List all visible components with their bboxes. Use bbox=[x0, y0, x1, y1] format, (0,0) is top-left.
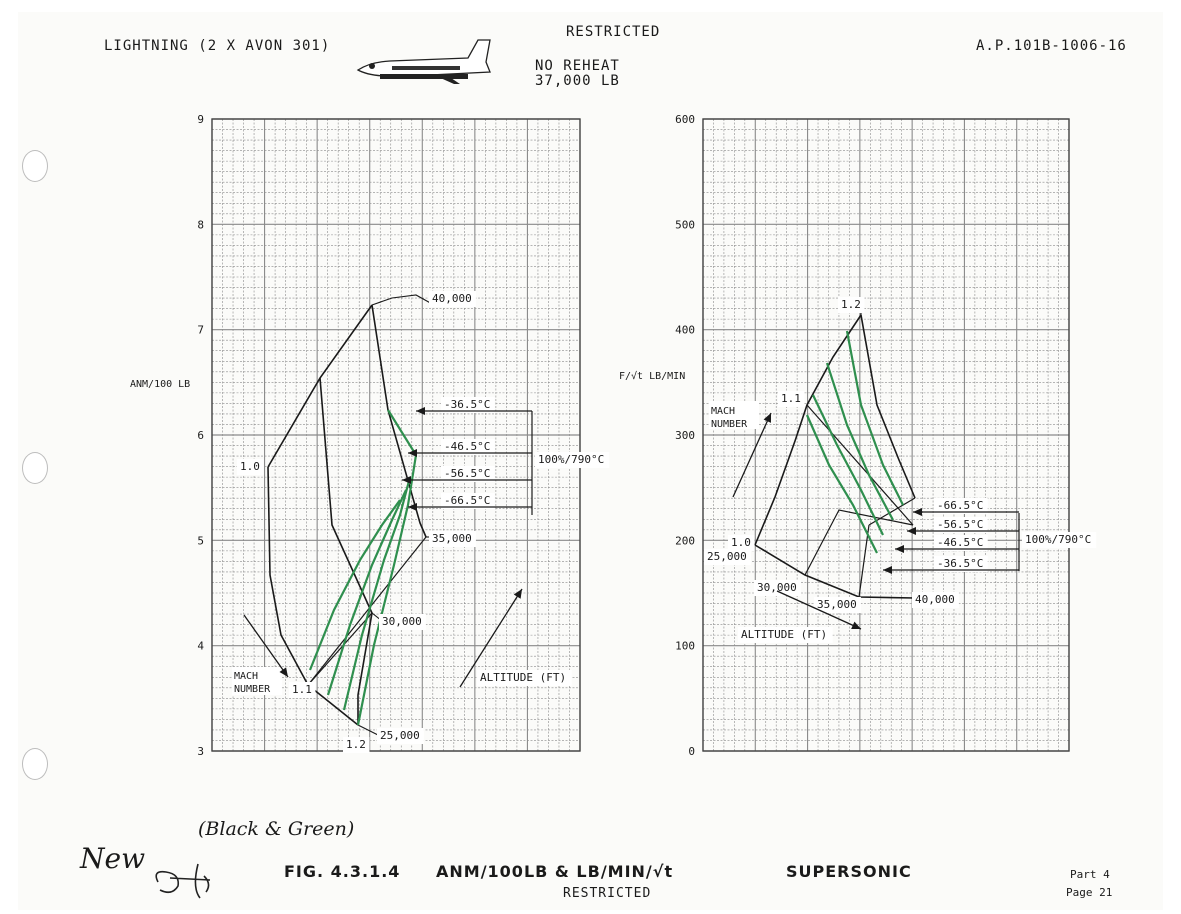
temp-arrow-head bbox=[913, 508, 922, 516]
mach-label-1.1: 1.1 bbox=[781, 392, 801, 405]
y-tick-label: 300 bbox=[675, 429, 695, 442]
y-tick-label: 0 bbox=[688, 745, 695, 758]
y-axis-label: F/√t LB/MIN bbox=[619, 371, 686, 382]
mach-line-1.2 bbox=[861, 315, 915, 498]
temp-arrow-head bbox=[408, 503, 417, 511]
mach-label-1.0: 1.0 bbox=[240, 460, 260, 473]
y-tick-label: 3 bbox=[197, 745, 204, 758]
mach-line-1.0 bbox=[268, 467, 308, 685]
temp-label-2: -56.5°C bbox=[937, 518, 984, 531]
altitude-label: ALTITUDE (FT) bbox=[480, 671, 567, 684]
temperature-curve-2 bbox=[344, 477, 410, 710]
temperature-curve-3 bbox=[813, 395, 883, 535]
mach-label-1.2: 1.2 bbox=[841, 298, 861, 311]
y-tick-label: 8 bbox=[197, 218, 204, 232]
temp-label-4: -66.5°C bbox=[444, 494, 491, 507]
temp-label-3: -56.5°C bbox=[444, 467, 491, 480]
temperature-curve-3 bbox=[328, 490, 406, 695]
leader-40000 bbox=[372, 295, 434, 305]
alt-label-30000: 30,000 bbox=[757, 581, 797, 594]
classification-bottom: RESTRICTED bbox=[563, 886, 652, 901]
temp-label-2: -46.5°C bbox=[444, 440, 491, 453]
temp-label-1: -66.5°C bbox=[937, 499, 984, 512]
temp-arrow-head bbox=[895, 545, 904, 553]
signature-icon bbox=[150, 858, 220, 902]
temp-label-4: -36.5°C bbox=[937, 557, 984, 570]
temp-arrow-head bbox=[907, 527, 916, 535]
handwritten-new: New bbox=[80, 842, 146, 875]
temperature-curve-4 bbox=[807, 415, 877, 553]
rating-label: 100%/790°C bbox=[538, 453, 605, 466]
mach-label-1.2: 1.2 bbox=[346, 738, 366, 751]
y-tick-label: 6 bbox=[197, 429, 204, 442]
y-axis-label: ANM/100 LB bbox=[130, 379, 191, 390]
altitude-arrow-head bbox=[514, 589, 522, 599]
binder-hole bbox=[22, 452, 48, 484]
y-tick-label: 500 bbox=[675, 218, 695, 232]
alt-label-40000: 40,000 bbox=[432, 292, 472, 305]
temperature-curve-4 bbox=[310, 500, 400, 670]
rating-label: 100%/790°C bbox=[1025, 533, 1092, 546]
temp-arrow-head bbox=[883, 566, 892, 574]
binder-hole bbox=[22, 748, 48, 780]
alt-label-40000: 40,000 bbox=[915, 593, 955, 606]
alt-label-30000: 30,000 bbox=[382, 615, 422, 628]
temp-label-3: -46.5°C bbox=[937, 536, 984, 549]
temperature-curve-1 bbox=[358, 410, 416, 725]
y-tick-label: 200 bbox=[675, 534, 695, 548]
mach-label-1.1: 1.1 bbox=[292, 683, 312, 696]
y-tick-label: 100 bbox=[675, 639, 695, 653]
aircraft-title: LIGHTNING (2 X AVON 301) bbox=[104, 38, 331, 54]
y-tick-label: 4 bbox=[197, 639, 204, 653]
temp-label-1: -36.5°C bbox=[444, 398, 491, 411]
fuel-flow-chart bbox=[615, 105, 1135, 765]
figure-number: FIG. 4.3.1.4 bbox=[284, 862, 401, 881]
y-tick-label: 9 bbox=[197, 113, 204, 126]
altitude-line-35000 bbox=[308, 537, 426, 685]
anm-chart bbox=[120, 105, 605, 765]
binder-hole bbox=[22, 150, 48, 182]
mach-number-label: MACH bbox=[711, 406, 736, 417]
aircraft-silhouette-icon bbox=[350, 36, 500, 88]
mach-label-1.0: 1.0 bbox=[731, 536, 751, 549]
mach-number-label: NUMBER bbox=[711, 419, 748, 430]
figure-regime: SUPERSONIC bbox=[786, 862, 912, 881]
altitude-line-30000 bbox=[805, 510, 913, 575]
mach-number-label: NUMBER bbox=[234, 684, 271, 695]
y-tick-label: 400 bbox=[675, 323, 695, 337]
handwritten-note: (Black & Green) bbox=[198, 818, 355, 840]
y-tick-label: 600 bbox=[675, 113, 695, 126]
config-reheat: NO REHEAT bbox=[535, 58, 620, 74]
figure-title: ANM/100LB & LB/MIN/√t bbox=[436, 862, 674, 881]
document-reference: A.P.101B-1006-16 bbox=[976, 38, 1127, 54]
classification-top: RESTRICTED bbox=[566, 24, 661, 40]
alt-label-25000: 25,000 bbox=[707, 550, 747, 563]
alt-label-35000: 35,000 bbox=[817, 598, 857, 611]
y-tick-label: 7 bbox=[197, 323, 204, 337]
altitude-line-25000 bbox=[308, 685, 358, 725]
y-tick-label: 5 bbox=[197, 534, 204, 548]
config-weight: 37,000 LB bbox=[535, 73, 620, 89]
mach-number-label: MACH bbox=[234, 671, 259, 682]
page-number: Page 21 bbox=[1066, 886, 1113, 899]
altitude-label: ALTITUDE (FT) bbox=[741, 628, 828, 641]
part-number: Part 4 bbox=[1070, 868, 1110, 881]
alt-label-35000: 35,000 bbox=[432, 532, 472, 545]
alt-label-25000: 25,000 bbox=[380, 729, 420, 742]
